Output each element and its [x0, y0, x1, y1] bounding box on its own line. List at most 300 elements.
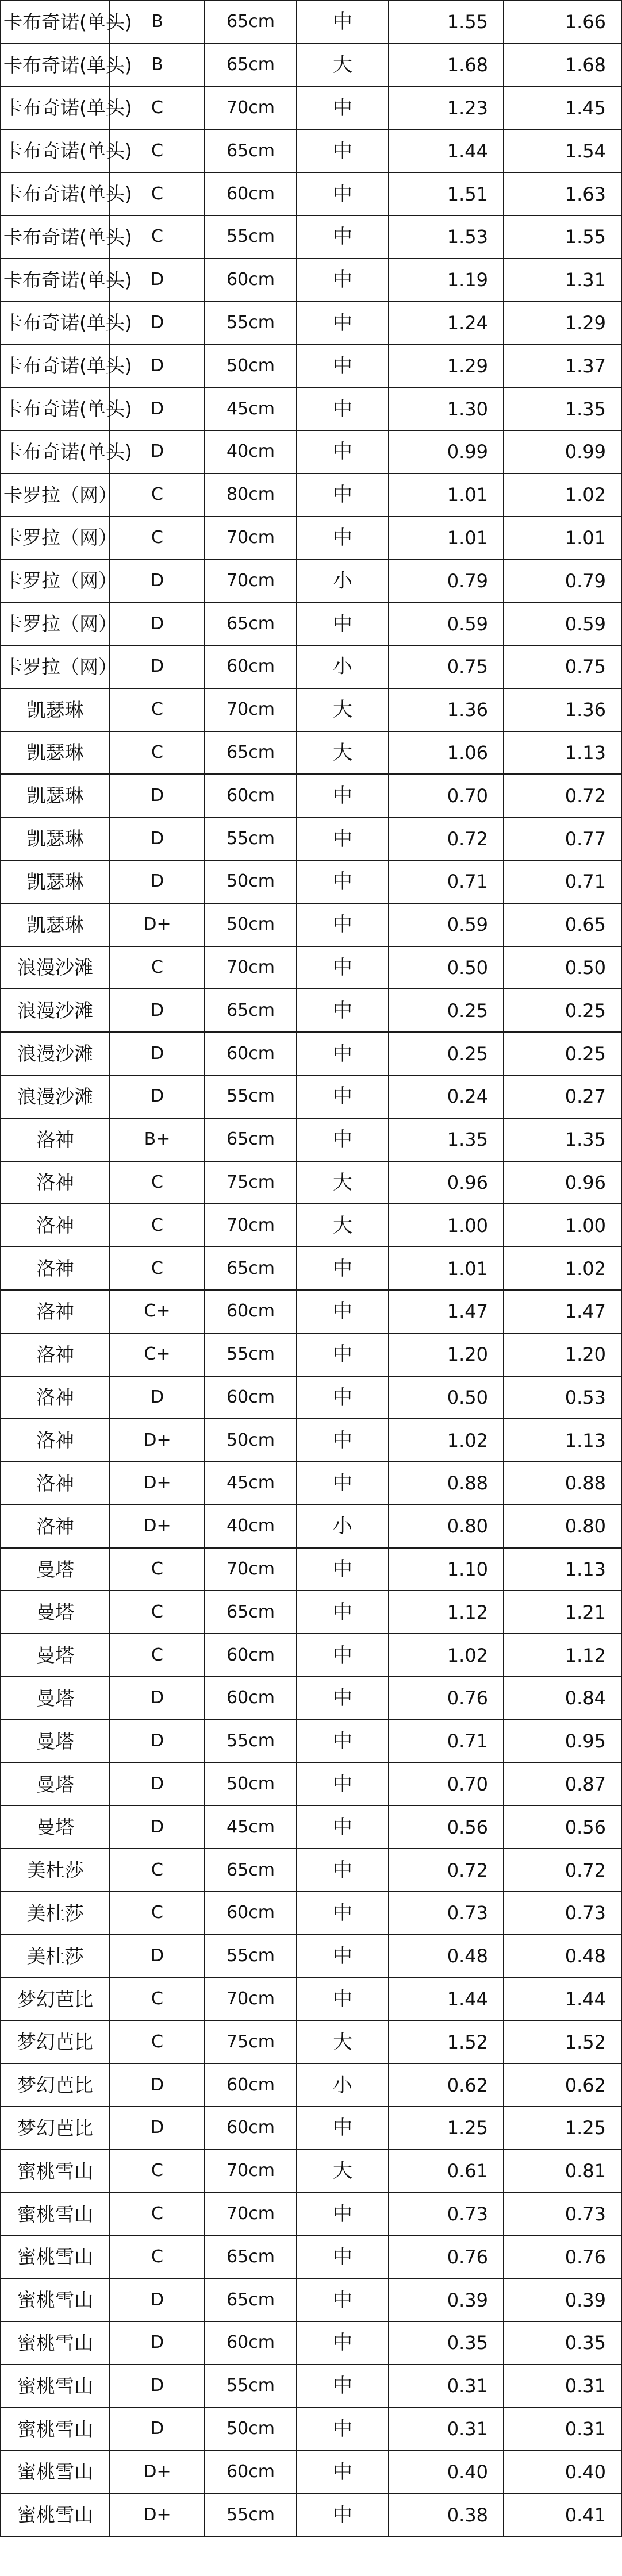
price-high-cell: 0.50	[504, 946, 621, 989]
length-cell: 60cm	[205, 1677, 297, 1720]
grade-cell: C	[110, 731, 205, 775]
price-low-cell: 1.23	[389, 87, 504, 130]
price-low-cell: 0.96	[389, 1161, 504, 1204]
grade-cell: D	[110, 1805, 205, 1849]
length-cell: 65cm	[205, 1, 297, 44]
grade-cell: D	[110, 2063, 205, 2107]
price-high-cell: 0.95	[504, 1720, 621, 1763]
price-high-cell: 1.21	[504, 1591, 621, 1634]
table-row	[1, 1075, 621, 1118]
grade-cell: C	[110, 87, 205, 130]
price-high-cell: 0.56	[504, 1805, 621, 1849]
length-cell: 65cm	[205, 731, 297, 775]
price-high-cell: 0.48	[504, 1935, 621, 1978]
table-row	[1, 2235, 621, 2278]
grade-cell: C	[110, 517, 205, 560]
grade-cell: C	[110, 1892, 205, 1935]
table-row	[1, 2193, 621, 2236]
grade-cell: C+	[110, 1290, 205, 1333]
variety-name-cell: 洛神	[1, 1118, 110, 1161]
size-level-cell: 中	[297, 817, 389, 860]
variety-name-cell: 蜜桃雪山	[1, 2408, 110, 2451]
table-row	[1, 602, 621, 645]
price-high-cell: 0.71	[504, 860, 621, 903]
table-row	[1, 2321, 621, 2365]
price-high-cell: 0.79	[504, 559, 621, 602]
price-high-cell: 1.35	[504, 1118, 621, 1161]
table-row	[1, 172, 621, 215]
price-low-cell: 0.59	[389, 602, 504, 645]
table-row	[1, 1419, 621, 1462]
price-low-cell: 0.24	[389, 1075, 504, 1118]
price-low-cell: 1.01	[389, 1247, 504, 1290]
size-level-cell: 中	[297, 172, 389, 215]
length-cell: 60cm	[205, 1892, 297, 1935]
size-level-cell: 中	[297, 2235, 389, 2278]
price-low-cell: 1.01	[389, 473, 504, 517]
grade-cell: D	[110, 344, 205, 387]
variety-name-cell: 曼塔	[1, 1677, 110, 1720]
length-cell: 75cm	[205, 1161, 297, 1204]
variety-name-cell: 曼塔	[1, 1591, 110, 1634]
size-level-cell: 中	[297, 946, 389, 989]
grade-cell: D	[110, 1032, 205, 1075]
variety-name-cell: 卡罗拉（网）	[1, 559, 110, 602]
grade-cell: D+	[110, 903, 205, 946]
price-high-cell: 0.75	[504, 645, 621, 688]
variety-name-cell: 蜜桃雪山	[1, 2150, 110, 2193]
variety-name-cell: 蜜桃雪山	[1, 2365, 110, 2408]
price-high-cell: 0.65	[504, 903, 621, 946]
length-cell: 60cm	[205, 172, 297, 215]
length-cell: 60cm	[205, 259, 297, 302]
grade-cell: C	[110, 1161, 205, 1204]
grade-cell: C	[110, 215, 205, 259]
variety-name-cell: 卡罗拉（网）	[1, 602, 110, 645]
length-cell: 40cm	[205, 430, 297, 473]
size-level-cell: 大	[297, 44, 389, 87]
size-level-cell: 中	[297, 1462, 389, 1505]
length-cell: 45cm	[205, 387, 297, 430]
variety-name-cell: 卡罗拉（网）	[1, 645, 110, 688]
table-row	[1, 817, 621, 860]
price-high-cell: 1.66	[504, 1, 621, 44]
grade-cell: D	[110, 1376, 205, 1419]
length-cell: 65cm	[205, 129, 297, 172]
grade-cell: B	[110, 1, 205, 44]
size-level-cell: 中	[297, 344, 389, 387]
size-level-cell: 中	[297, 1247, 389, 1290]
size-level-cell: 中	[297, 1849, 389, 1892]
price-low-cell: 1.44	[389, 129, 504, 172]
table-row	[1, 2150, 621, 2193]
length-cell: 50cm	[205, 2408, 297, 2451]
price-low-cell: 0.61	[389, 2150, 504, 2193]
price-high-cell: 0.84	[504, 1677, 621, 1720]
length-cell: 60cm	[205, 2063, 297, 2107]
length-cell: 60cm	[205, 1290, 297, 1333]
length-cell: 70cm	[205, 559, 297, 602]
grade-cell: C	[110, 2235, 205, 2278]
length-cell: 65cm	[205, 1118, 297, 1161]
price-low-cell: 1.06	[389, 731, 504, 775]
variety-name-cell: 曼塔	[1, 1805, 110, 1849]
length-cell: 55cm	[205, 2365, 297, 2408]
price-low-cell: 0.50	[389, 1376, 504, 1419]
table-row	[1, 1591, 621, 1634]
variety-name-cell: 洛神	[1, 1462, 110, 1505]
price-high-cell: 0.41	[504, 2493, 621, 2536]
variety-name-cell: 浪漫沙滩	[1, 1032, 110, 1075]
price-high-cell: 1.13	[504, 731, 621, 775]
price-low-cell: 0.88	[389, 1462, 504, 1505]
grade-cell: D	[110, 259, 205, 302]
price-low-cell: 1.53	[389, 215, 504, 259]
variety-name-cell: 浪漫沙滩	[1, 946, 110, 989]
variety-name-cell: 浪漫沙滩	[1, 989, 110, 1032]
table-row	[1, 2493, 621, 2536]
size-level-cell: 大	[297, 1204, 389, 1247]
price-low-cell: 0.72	[389, 817, 504, 860]
variety-name-cell: 蜜桃雪山	[1, 2493, 110, 2536]
grade-cell: D+	[110, 2493, 205, 2536]
variety-name-cell: 美杜莎	[1, 1849, 110, 1892]
size-level-cell: 中	[297, 1333, 389, 1376]
price-high-cell: 0.81	[504, 2150, 621, 2193]
price-high-cell: 1.45	[504, 87, 621, 130]
table-row	[1, 2408, 621, 2451]
price-low-cell: 0.50	[389, 946, 504, 989]
size-level-cell: 小	[297, 645, 389, 688]
variety-name-cell: 洛神	[1, 1161, 110, 1204]
variety-name-cell: 卡布奇诺(单头)	[1, 302, 110, 345]
price-low-cell: 1.55	[389, 1, 504, 44]
price-high-cell: 0.31	[504, 2408, 621, 2451]
table-row	[1, 1290, 621, 1333]
length-cell: 60cm	[205, 1032, 297, 1075]
variety-name-cell: 凯瑟琳	[1, 860, 110, 903]
price-high-cell: 1.25	[504, 2107, 621, 2150]
price-high-cell: 0.87	[504, 1763, 621, 1806]
table-row	[1, 1849, 621, 1892]
variety-name-cell: 卡罗拉（网）	[1, 517, 110, 560]
variety-name-cell: 梦幻芭比	[1, 1978, 110, 2021]
size-level-cell: 中	[297, 1548, 389, 1591]
price-high-cell: 0.96	[504, 1161, 621, 1204]
grade-cell: C	[110, 1634, 205, 1677]
price-high-cell: 1.02	[504, 1247, 621, 1290]
table-row	[1, 473, 621, 517]
table-row	[1, 2020, 621, 2063]
length-cell: 65cm	[205, 1247, 297, 1290]
table-row	[1, 1634, 621, 1677]
table-row	[1, 87, 621, 130]
variety-name-cell: 卡布奇诺(单头)	[1, 1, 110, 44]
price-low-cell: 0.76	[389, 2235, 504, 2278]
length-cell: 75cm	[205, 2020, 297, 2063]
price-high-cell: 0.25	[504, 1032, 621, 1075]
price-low-cell: 0.35	[389, 2321, 504, 2365]
size-level-cell: 中	[297, 1978, 389, 2021]
length-cell: 55cm	[205, 215, 297, 259]
size-level-cell: 中	[297, 1805, 389, 1849]
size-level-cell: 小	[297, 559, 389, 602]
length-cell: 65cm	[205, 44, 297, 87]
length-cell: 70cm	[205, 87, 297, 130]
variety-name-cell: 蜜桃雪山	[1, 2235, 110, 2278]
grade-cell: C	[110, 1247, 205, 1290]
variety-name-cell: 洛神	[1, 1419, 110, 1462]
size-level-cell: 中	[297, 602, 389, 645]
variety-name-cell: 梦幻芭比	[1, 2020, 110, 2063]
price-high-cell: 0.39	[504, 2278, 621, 2321]
price-low-cell: 0.38	[389, 2493, 504, 2536]
price-high-cell: 0.72	[504, 774, 621, 817]
grade-cell: C	[110, 129, 205, 172]
table-row	[1, 1548, 621, 1591]
price-high-cell: 0.99	[504, 430, 621, 473]
price-high-cell: 1.00	[504, 1204, 621, 1247]
grade-cell: D	[110, 2321, 205, 2365]
price-low-cell: 1.19	[389, 259, 504, 302]
variety-name-cell: 卡布奇诺(单头)	[1, 430, 110, 473]
price-high-cell: 1.13	[504, 1419, 621, 1462]
grade-cell: D	[110, 1677, 205, 1720]
table-row	[1, 1032, 621, 1075]
variety-name-cell: 美杜莎	[1, 1935, 110, 1978]
variety-name-cell: 洛神	[1, 1247, 110, 1290]
grade-cell: D	[110, 2278, 205, 2321]
table-row	[1, 2450, 621, 2493]
price-high-cell: 0.76	[504, 2235, 621, 2278]
table-row	[1, 903, 621, 946]
length-cell: 60cm	[205, 774, 297, 817]
size-level-cell: 中	[297, 1376, 389, 1419]
table-row	[1, 946, 621, 989]
length-cell: 65cm	[205, 989, 297, 1032]
grade-cell: B	[110, 44, 205, 87]
length-cell: 50cm	[205, 860, 297, 903]
price-low-cell: 1.47	[389, 1290, 504, 1333]
grade-cell: C	[110, 2193, 205, 2236]
price-low-cell: 0.79	[389, 559, 504, 602]
grade-cell: D	[110, 2365, 205, 2408]
size-level-cell: 小	[297, 1505, 389, 1548]
table-row	[1, 1763, 621, 1806]
grade-cell: C	[110, 2150, 205, 2193]
size-level-cell: 中	[297, 387, 389, 430]
table-row	[1, 774, 621, 817]
length-cell: 60cm	[205, 1634, 297, 1677]
length-cell: 50cm	[205, 1419, 297, 1462]
grade-cell: D	[110, 387, 205, 430]
grade-cell: D	[110, 989, 205, 1032]
variety-name-cell: 蜜桃雪山	[1, 2193, 110, 2236]
size-level-cell: 中	[297, 517, 389, 560]
variety-name-cell: 卡布奇诺(单头)	[1, 215, 110, 259]
price-high-cell: 1.13	[504, 1548, 621, 1591]
price-low-cell: 1.20	[389, 1333, 504, 1376]
price-low-cell: 0.40	[389, 2450, 504, 2493]
size-level-cell: 中	[297, 989, 389, 1032]
length-cell: 65cm	[205, 2278, 297, 2321]
variety-name-cell: 凯瑟琳	[1, 731, 110, 775]
size-level-cell: 中	[297, 2365, 389, 2408]
table-row	[1, 44, 621, 87]
price-low-cell: 0.71	[389, 860, 504, 903]
variety-name-cell: 凯瑟琳	[1, 774, 110, 817]
grade-cell: D	[110, 559, 205, 602]
length-cell: 70cm	[205, 1548, 297, 1591]
length-cell: 70cm	[205, 1978, 297, 2021]
grade-cell: C	[110, 473, 205, 517]
size-level-cell: 中	[297, 1634, 389, 1677]
grade-cell: C	[110, 1591, 205, 1634]
grade-cell: C	[110, 2020, 205, 2063]
grade-cell: C	[110, 1204, 205, 1247]
price-low-cell: 1.30	[389, 387, 504, 430]
price-low-cell: 1.24	[389, 302, 504, 345]
table-row	[1, 2365, 621, 2408]
price-low-cell: 0.80	[389, 1505, 504, 1548]
length-cell: 70cm	[205, 1204, 297, 1247]
grade-cell: C	[110, 1849, 205, 1892]
table-row	[1, 688, 621, 731]
grade-cell: D	[110, 645, 205, 688]
price-high-cell: 0.31	[504, 2365, 621, 2408]
grade-cell: C	[110, 1548, 205, 1591]
variety-name-cell: 卡布奇诺(单头)	[1, 344, 110, 387]
variety-name-cell: 凯瑟琳	[1, 688, 110, 731]
price-high-cell: 1.63	[504, 172, 621, 215]
size-level-cell: 中	[297, 2450, 389, 2493]
table-row	[1, 387, 621, 430]
length-cell: 60cm	[205, 2450, 297, 2493]
table-row	[1, 1204, 621, 1247]
length-cell: 50cm	[205, 1763, 297, 1806]
table-row	[1, 1978, 621, 2021]
variety-name-cell: 蜜桃雪山	[1, 2278, 110, 2321]
grade-cell: D+	[110, 1505, 205, 1548]
grade-cell: C	[110, 688, 205, 731]
grade-cell: C	[110, 1978, 205, 2021]
grade-cell: D	[110, 817, 205, 860]
variety-name-cell: 梦幻芭比	[1, 2107, 110, 2150]
price-low-cell: 1.52	[389, 2020, 504, 2063]
variety-name-cell: 洛神	[1, 1376, 110, 1419]
grade-cell: D	[110, 1763, 205, 1806]
size-level-cell: 中	[297, 2193, 389, 2236]
length-cell: 70cm	[205, 517, 297, 560]
table-row	[1, 1677, 621, 1720]
grade-cell: D	[110, 2408, 205, 2451]
table-row	[1, 1333, 621, 1376]
length-cell: 55cm	[205, 1720, 297, 1763]
size-level-cell: 中	[297, 1075, 389, 1118]
size-level-cell: 中	[297, 1935, 389, 1978]
variety-name-cell: 卡布奇诺(单头)	[1, 259, 110, 302]
price-high-cell: 1.47	[504, 1290, 621, 1333]
price-low-cell: 1.00	[389, 1204, 504, 1247]
table-row	[1, 1805, 621, 1849]
variety-name-cell: 卡布奇诺(单头)	[1, 44, 110, 87]
price-low-cell: 1.25	[389, 2107, 504, 2150]
price-high-cell: 0.72	[504, 1849, 621, 1892]
size-level-cell: 中	[297, 774, 389, 817]
price-high-cell: 1.02	[504, 473, 621, 517]
table-row	[1, 1720, 621, 1763]
variety-name-cell: 美杜莎	[1, 1892, 110, 1935]
price-low-cell: 0.48	[389, 1935, 504, 1978]
table-row	[1, 1892, 621, 1935]
length-cell: 55cm	[205, 1935, 297, 1978]
grade-cell: D+	[110, 1419, 205, 1462]
size-level-cell: 中	[297, 87, 389, 130]
size-level-cell: 中	[297, 129, 389, 172]
table-row	[1, 559, 621, 602]
table-row	[1, 1376, 621, 1419]
size-level-cell: 大	[297, 688, 389, 731]
price-low-cell: 0.31	[389, 2365, 504, 2408]
size-level-cell: 中	[297, 860, 389, 903]
variety-name-cell: 洛神	[1, 1290, 110, 1333]
variety-name-cell: 洛神	[1, 1333, 110, 1376]
price-low-cell: 1.10	[389, 1548, 504, 1591]
size-level-cell: 大	[297, 1161, 389, 1204]
table-row	[1, 1935, 621, 1978]
price-high-cell: 0.35	[504, 2321, 621, 2365]
variety-name-cell: 曼塔	[1, 1548, 110, 1591]
price-high-cell: 0.53	[504, 1376, 621, 1419]
size-level-cell: 中	[297, 903, 389, 946]
size-level-cell: 大	[297, 2150, 389, 2193]
table-row	[1, 1505, 621, 1548]
variety-name-cell: 浪漫沙滩	[1, 1075, 110, 1118]
length-cell: 70cm	[205, 2193, 297, 2236]
table-row	[1, 989, 621, 1032]
length-cell: 45cm	[205, 1462, 297, 1505]
price-low-cell: 1.36	[389, 688, 504, 731]
size-level-cell: 中	[297, 1720, 389, 1763]
size-level-cell: 中	[297, 1892, 389, 1935]
variety-name-cell: 卡布奇诺(单头)	[1, 172, 110, 215]
length-cell: 60cm	[205, 2321, 297, 2365]
price-low-cell: 0.56	[389, 1805, 504, 1849]
size-level-cell: 中	[297, 2107, 389, 2150]
price-high-cell: 0.77	[504, 817, 621, 860]
grade-cell: D	[110, 302, 205, 345]
price-high-cell: 0.73	[504, 1892, 621, 1935]
size-level-cell: 中	[297, 2493, 389, 2536]
price-high-cell: 1.36	[504, 688, 621, 731]
grade-cell: D+	[110, 2450, 205, 2493]
length-cell: 50cm	[205, 344, 297, 387]
price-high-cell: 0.62	[504, 2063, 621, 2107]
table-row	[1, 1161, 621, 1204]
table-row	[1, 517, 621, 560]
length-cell: 55cm	[205, 302, 297, 345]
price-low-cell: 1.44	[389, 1978, 504, 2021]
price-low-cell: 0.76	[389, 1677, 504, 1720]
size-level-cell: 中	[297, 430, 389, 473]
price-low-cell: 0.39	[389, 2278, 504, 2321]
grade-cell: C	[110, 172, 205, 215]
grade-cell: D	[110, 2107, 205, 2150]
size-level-cell: 大	[297, 731, 389, 775]
price-high-cell: 0.25	[504, 989, 621, 1032]
variety-name-cell: 凯瑟琳	[1, 817, 110, 860]
table-row	[1, 129, 621, 172]
